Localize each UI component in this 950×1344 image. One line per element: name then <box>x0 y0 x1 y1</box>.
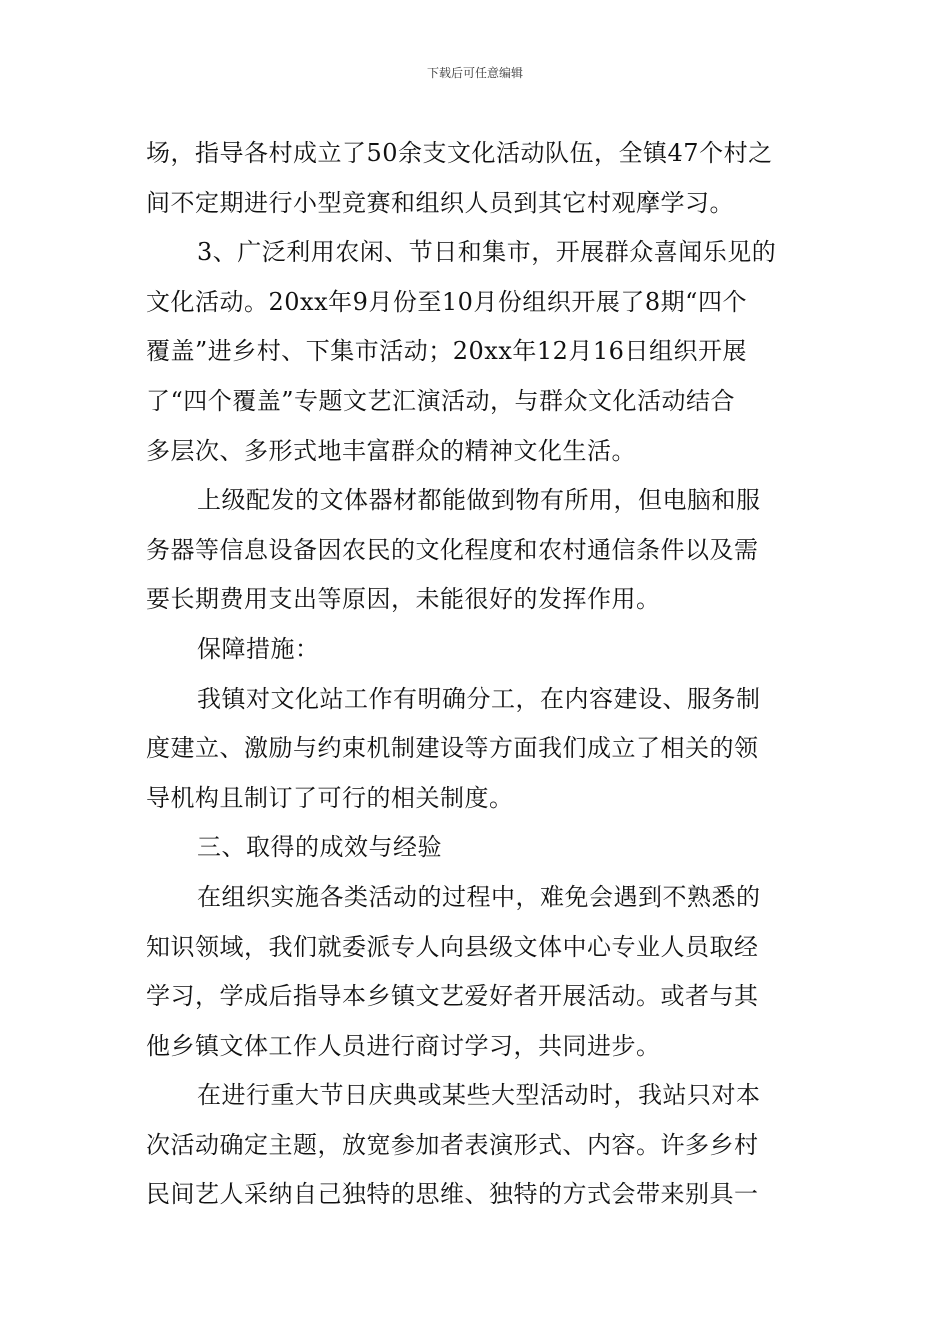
section-heading-safeguards <box>146 625 808 675</box>
text-line: 在组织实施各类活动的过程中，难免会遇到不熟悉的 <box>197 882 761 911</box>
paragraph-festival-activities <box>146 228 808 476</box>
text-line: 间不定期进行小型竞赛和组织人员到其它村观摩学习。 <box>146 188 734 217</box>
text-line: 我镇对文化站工作有明确分工，在内容建设、服务制 <box>197 684 761 713</box>
text-line: 了“四个覆盖”专题文艺汇演活动，与群众文化活动结合 <box>146 386 736 415</box>
text-line: 度建立、激励与约束机制建设等方面我们成立了相关的领 <box>146 734 759 763</box>
text-line: 民间艺人采纳自己独特的思维、独特的方式会带来别具一 <box>146 1180 759 1209</box>
text-line: 次活动确定主题，放宽参加者表演形式、内容。许多乡村 <box>146 1130 759 1159</box>
text-line: 务器等信息设备因农民的文化程度和农村通信条件以及需 <box>146 535 759 564</box>
text-line: 场，指导各村成立了50余支文化活动队伍，全镇47个村之 <box>146 139 773 167</box>
paragraph-activity-teams <box>146 129 808 228</box>
text-line: 三、取得的成效与经验 <box>197 833 442 862</box>
document-body <box>146 129 808 1220</box>
paragraph-major-events <box>146 1071 808 1220</box>
text-line: 他乡镇文体工作人员进行商讨学习，共同进步。 <box>146 1031 661 1060</box>
text-line: 上级配发的文体器材都能做到物有所用，但电脑和服 <box>197 486 761 515</box>
paragraph-equipment <box>146 476 808 625</box>
text-line: 保障措施： <box>197 634 320 663</box>
text-line: 3、广泛利用农闲、节日和集市，开展群众喜闻乐见的 <box>197 238 777 267</box>
text-line: 在进行重大节日庆典或某些大型活动时，我站只对本 <box>197 1081 761 1110</box>
paragraph-learning <box>146 873 808 1071</box>
page-header: 下载后可任意编辑 <box>426 66 523 80</box>
text-line: 多层次、多形式地丰富群众的精神文化生活。 <box>146 436 636 465</box>
paragraph-safeguards <box>146 675 808 824</box>
text-line: 文化活动。20xx年9月份至10月份组织开展了8期“四个 <box>146 287 747 316</box>
section-heading-results <box>146 823 808 873</box>
text-line: 要长期费用支出等原因，未能很好的发挥作用。 <box>146 585 661 614</box>
text-line: 覆盖”进乡村、下集市活动；20xx年12月16日组织开展 <box>146 337 747 366</box>
text-line: 导机构且制订了可行的相关制度。 <box>146 783 514 812</box>
text-line: 知识领域，我们就委派专人向县级文体中心专业人员取经 <box>146 932 759 961</box>
text-line: 学习，学成后指导本乡镇文艺爱好者开展活动。或者与其 <box>146 982 759 1011</box>
